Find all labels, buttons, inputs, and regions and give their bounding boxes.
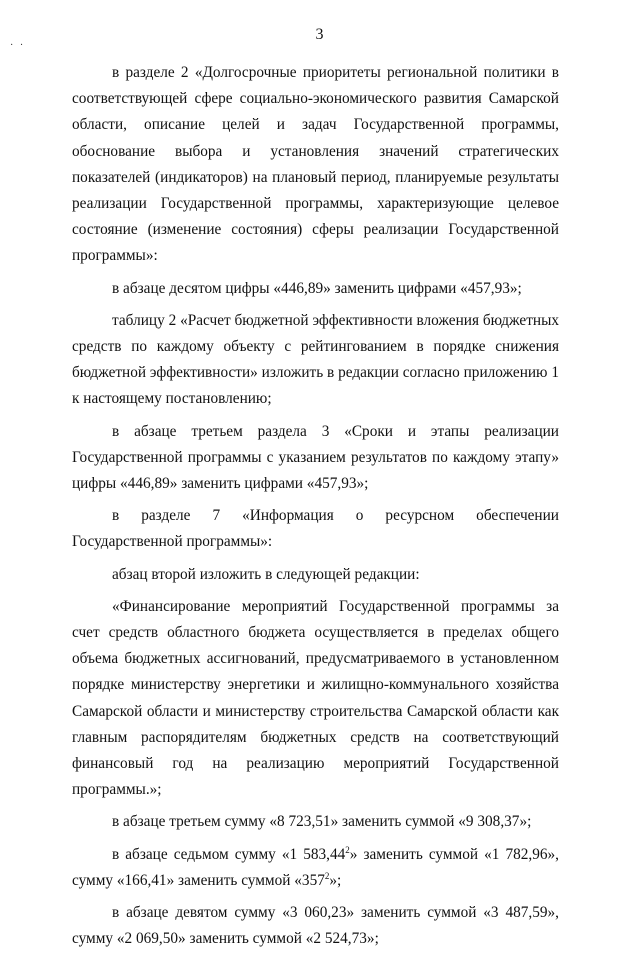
paragraph-abzac-2: абзац второй изложить в следующей редакции:: [112, 565, 420, 583]
text-fragment: »;: [329, 871, 342, 889]
paragraph-section-7: в разделе 7 «Информация о ресурсном обеспечении Государственной программы»:: [72, 507, 559, 551]
footnote-mark: 2: [345, 844, 350, 855]
paragraph-abzac-3-sum: в абзаце третьем сумму «8 723,51» заменить суммой «9 308,37»;: [112, 813, 532, 831]
scan-marks: · ·: [10, 40, 26, 51]
paragraph-financing-quote: «Финансирование мероприятий Государственной программы за счет средств областного бюджета осуществляется в пределах общего объема бюджетных ассигнований, предусматриваемого в установленном порядке министерству энергетики и жилищно-коммунального хозяйства Самарской области и министерству строительства Самарской области как главным распорядителям бюджетных средств на соответствующий финансовый год на реализацию мероприятий Государственной программы.»;: [72, 597, 559, 799]
paragraph-abzac-10: в абзаце десятом цифры «446,89» заменить цифрами «457,93»;: [112, 279, 522, 297]
paragraph-table-2: таблицу 2 «Расчет бюджетной эффективности вложения бюджетных средств по каждому объекту с рейтингованием в порядке снижения бюджетной эффективности» изложить в редакции согласно приложению 1 к настоящему постановлению;: [72, 311, 559, 408]
page-number: 3: [315, 26, 324, 43]
document-body: [72, 60, 559, 959]
paragraph-abzac-7-sum: [72, 842, 559, 894]
text-fragment: в абзаце седьмом сумму «1 583,44: [112, 845, 346, 863]
paragraph-abzac-9-sum: в абзаце девятом сумму «3 060,23» заменить суммой «3 487,59», сумму «2 069,50» заменить суммой «2 524,73»;: [72, 904, 559, 948]
paragraph-section-2: в разделе 2 «Долгосрочные приоритеты региональной политики в соответствующей сфере социально-экономического развития Самарской области, описание целей и задач Государственной программы, обоснование выбора и установления значений стратегических показателей (индикаторов) на плановый период, планируемые результаты реализации Государственной программы, характеризующие целевое состояние (изменение состояния) сферы реализации Государственной программы»:: [72, 64, 559, 265]
footnote-mark: 2: [324, 870, 330, 881]
text-fragment: » заменить суммой «1 782,96», сумму «166,41» заменить суммой «357: [72, 845, 559, 889]
paragraph-section-3: в абзаце третьем раздела 3 «Сроки и этапы реализации Государственной программы с указанием результатов по каждому этапу» цифры «446,89» заменить цифрами «457,93»;: [72, 422, 559, 493]
